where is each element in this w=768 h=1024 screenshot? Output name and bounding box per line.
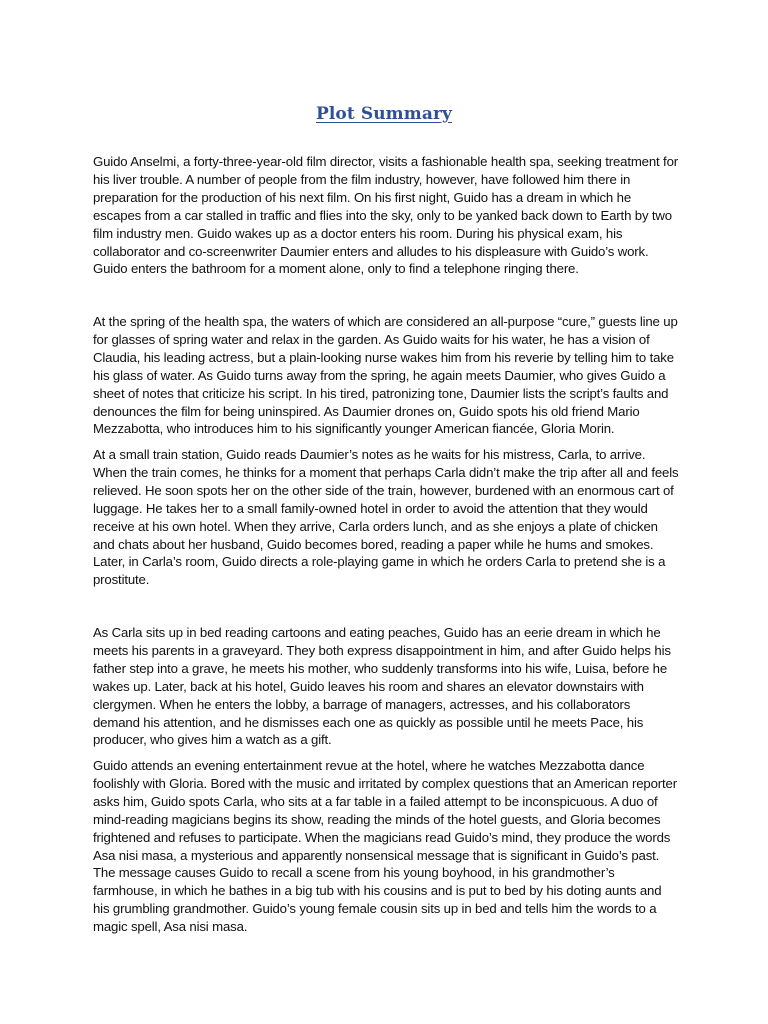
page-title: Plot Summary [315,104,452,124]
paragraph-5: Guido attends an evening entertainment revue at the hotel, where he watches Mezzabotta dance foolishly with Gloria. Bored with the music and irritated by complex questions that an American reporter asks him, Guido spots Carla, who sits at a far table in a failed attempt to be inconspicuous. A duo of mind-reading magicians begins its show, reading the minds of the hotel guests, and Gloria becomes frightened and refuses to participate. When the magicians read Guido’s mind, they produce the words Asa nisi masa, a mysterious and apparently nonsensical message that is significant in Guido’s past. The message causes Guido to recall a scene from his young boyhood, in his grandmother’s farmhouse, in which he bathes in a big tub with his cousins and is put to bed by his doting aunts and his grumbling grandmother. Guido’s young female cousin sits up in bed and tells him the words to a magic spell, Asa nisi masa. [93,758,677,935]
paragraph-2: At the spring of the health spa, the waters of which are considered an all-purpose “cure,” guests line up for glasses of spring water and relax in the garden. As Guido waits for his water, he has a vision of Claudia, his leading actress, but a plain-looking nurse wakes him from his reverie by telling him to take his glass of water. As Guido turns away from the spring, he again meets Daumier, who gives Guido a sheet of notes that criticize his script. In his tired, patronizing tone, Daumier lists the script’s faults and denounces the film for being uninspired. As Daumier drones on, Guido spots his old friend Mario Mezzabotta, who introduces him to his significantly younger American fiancée, Gloria Morin. [93,314,678,437]
paragraph-4: As Carla sits up in bed reading cartoons and eating peaches, Guido has an eerie dream in which he meets his parents in a graveyard. They both express disappointment in him, and after Guido helps his father step into a grave, he meets his mother, who suddenly transforms into his wife, Luisa, before he wakes up. Later, back at his hotel, Guido leaves his room and shares an elevator downstairs with clergymen. When he enters the lobby, a barrage of managers, actresses, and his collaborators demand his attention, and he dismisses each one as quickly as possible until he meets Pace, his producer, who gives him a watch as a gift. [93,625,671,748]
paragraph-1: Guido Anselmi, a forty-three-year-old film director, visits a fashionable health spa, seeking treatment for his liver trouble. A number of people from the film industry, however, have followed him there in preparation for the production of his next film. On his first night, Guido has a dream in which he escapes from a car stalled in traffic and flies into the sky, only to be yanked back down to Earth by two film industry men. Guido wakes up as a doctor enters his room. During his physical exam, his collaborator and co-screenwriter Daumier enters and alludes to his displeasure with Guido’s work. Guido enters the bathroom for a moment alone, only to find a telephone ringing there. [93,154,678,277]
paragraph-3: At a small train station, Guido reads Daumier’s notes as he waits for his mistress, Carla, to arrive. When the train comes, he thinks for a moment that perhaps Carla didn’t make the trip after all and feels relieved. He soon spots her on the other side of the train, however, burdened with an enormous cart of luggage. He takes her to a small family-owned hotel in order to avoid the attention that they would receive at his own hotel. When they arrive, Carla orders lunch, and as she enjoys a plate of chicken and chats about her husband, Guido becomes bored, reading a paper while he hums and smokes. Later, in Carla’s room, Guido directs a role-playing game in which he orders Carla to pretend she is a prostitute. [93,447,679,588]
